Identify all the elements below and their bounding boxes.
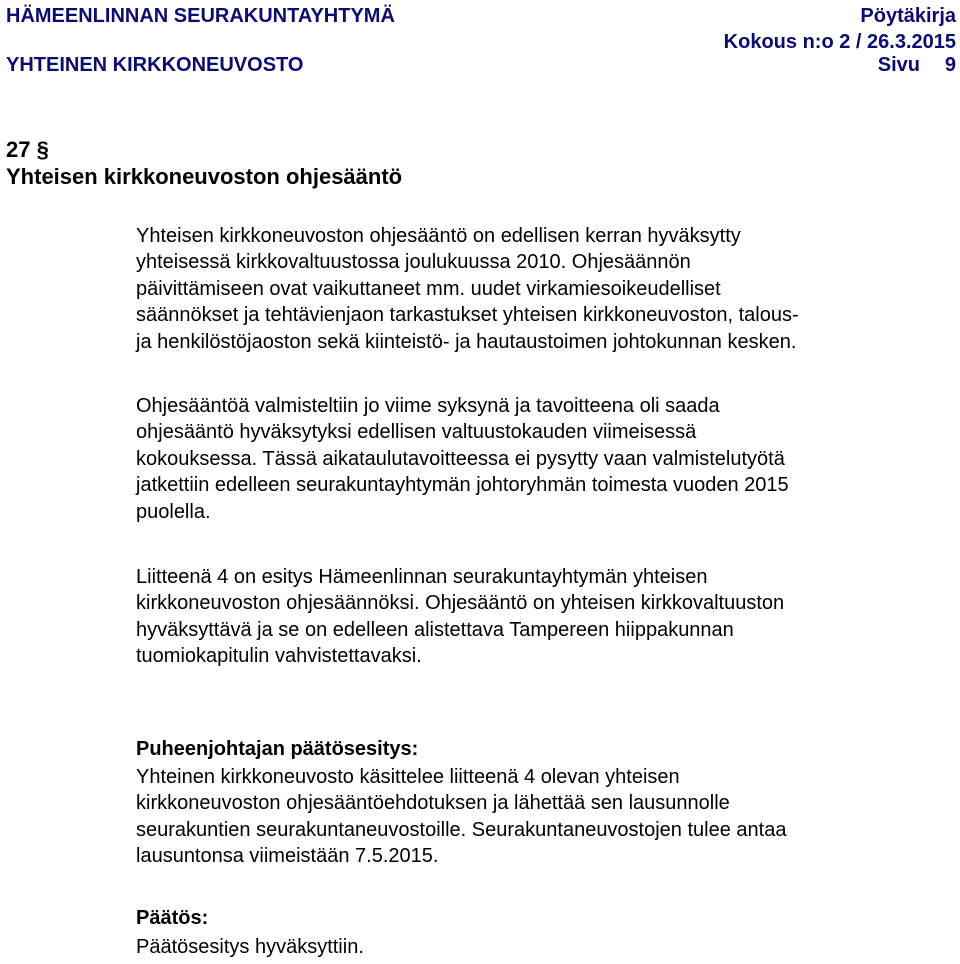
- paragraph-line: puolella.: [136, 500, 211, 523]
- paragraph-line: kirkkoneuvoston ohjesäännöksi. Ohjesääntö on yhteisen kirkkovaltuuston: [136, 592, 785, 615]
- proposal-line: seurakuntien seurakuntaneuvostoille. Seurakuntaneuvostojen tulee antaa: [136, 818, 787, 841]
- document-type: Pöytäkirja: [860, 5, 956, 27]
- paragraph-line: päivittämiseen ovat vaikuttaneet mm. uudet virkamiesoikeudelliset: [136, 277, 721, 300]
- decision-line: Päätösesitys hyväksyttiin.: [136, 936, 364, 958]
- paragraph-line: kokouksessa. Tässä aikataulutavoitteessa ei pysytty vaan valmistelutyötä: [136, 447, 785, 470]
- proposal-line: lausuntonsa viimeistään 7.5.2015.: [136, 845, 439, 868]
- header-row-1: [6, 4, 956, 28]
- paragraph-1: [136, 223, 936, 355]
- governing-body: YHTEINEN KIRKKONEUVOSTO: [6, 54, 304, 76]
- proposal-line: Yhteinen kirkkoneuvosto käsittelee liitteenä 4 olevan yhteisen: [136, 766, 680, 788]
- paragraph-line: Yhteisen kirkkoneuvoston ohjesääntö on edellisen kerran hyväksytty: [136, 225, 741, 247]
- proposal-text: [136, 764, 936, 870]
- paragraph-line: hyväksyttävä ja se on edelleen alistettava Tampereen hiippakunnan: [136, 618, 734, 641]
- section-number: 27 §: [6, 137, 49, 162]
- paragraph-line: Liitteenä 4 on esitys Hämeenlinnan seurakuntayhtymän yhteisen: [136, 566, 708, 588]
- paragraph-line: yhteisessä kirkkovaltuustossa joulukuussa 2010. Ohjesäännön: [136, 251, 691, 274]
- organization-name: HÄMEENLINNAN SEURAKUNTAYHTYMÄ: [6, 5, 395, 27]
- proposal-label: Puheenjohtajan päätösesitys:: [136, 738, 419, 760]
- paragraph-line: ja henkilöstöjaoston sekä kiinteistö- ja hautaustoimen johtokunnan kesken.: [136, 330, 797, 353]
- paragraph-3: [136, 564, 936, 670]
- page-number: 9: [944, 54, 956, 76]
- paragraph-line: jatkettiin edelleen seurakuntayhtymän johtoryhmän toimesta vuoden 2015: [136, 474, 789, 497]
- meeting-info: Kokous n:o 2 / 26.3.2015: [723, 31, 956, 53]
- section-title: Yhteisen kirkkoneuvoston ohjesääntö: [6, 164, 403, 189]
- page-indicator: [878, 53, 956, 77]
- paragraph-line: tuomiokapitulin vahvistettavaksi.: [136, 645, 422, 668]
- paragraph-line: Ohjesääntöä valmisteltiin jo viime syksynä ja tavoitteena oli saada: [136, 395, 720, 417]
- paragraph-line: ohjesääntö hyväksytyksi edellisen valtuustokauden viimeisessä: [136, 421, 697, 444]
- decision-label: Päätös:: [136, 907, 209, 929]
- proposal-line: kirkkoneuvoston ohjesääntöehdotuksen ja lähettää sen lausunnolle: [136, 792, 730, 815]
- decision-text: [136, 934, 936, 960]
- paragraph-2: [136, 393, 936, 525]
- page-label: Sivu: [877, 54, 920, 76]
- paragraph-line: säännökset ja tehtävienjaon tarkastukset yhteisen kirkkoneuvoston, talous-: [136, 304, 799, 327]
- header-row-3: [6, 53, 956, 77]
